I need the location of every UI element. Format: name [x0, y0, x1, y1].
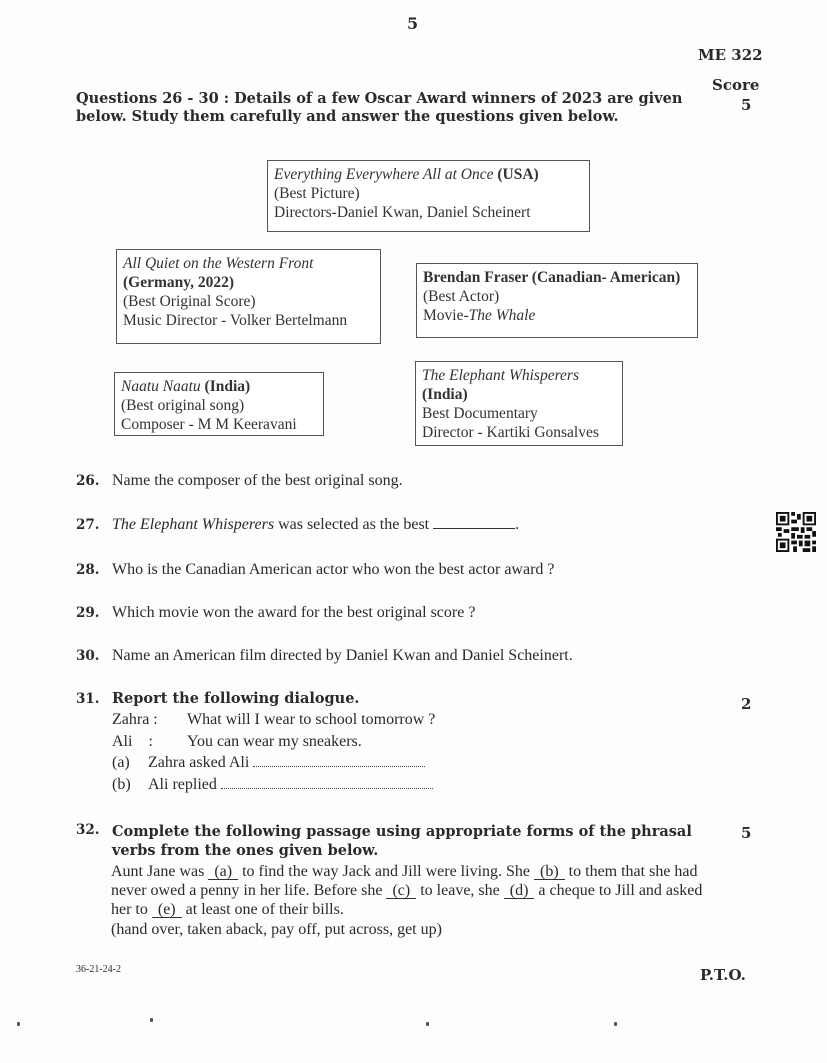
question-number: 26.: [76, 473, 100, 489]
phrasal-verb-options: (hand over, taken aback, pay off, put across, get up): [111, 921, 442, 938]
country: (India): [422, 386, 468, 403]
country: (USA): [497, 166, 539, 183]
part-text: Zahra asked Ali: [148, 754, 250, 771]
question-26: [76, 472, 403, 490]
movie-label: Movie-: [423, 307, 469, 324]
question-32-score: 5: [741, 824, 752, 842]
directors: Directors-Daniel Kwan, Daniel Scheinert: [274, 204, 531, 221]
question-text: was selected as the best: [274, 516, 434, 533]
score-column-label: Score: [712, 76, 760, 94]
question-32: [76, 822, 716, 860]
question-text: Name the composer of the best original song.: [112, 472, 403, 489]
movie-title: All Quiet on the Western Front: [123, 255, 314, 272]
question-31: [76, 690, 359, 708]
question-number: 29.: [76, 605, 100, 621]
scan-speck: [150, 1018, 153, 1022]
paper-code: ME 322: [698, 46, 763, 64]
question-text: Name an American film directed by Daniel Kwan and Daniel Scheinert.: [112, 647, 573, 664]
period: .: [515, 516, 520, 533]
question-30: [76, 647, 573, 665]
passage-text: to find the way Jack and Jill were living. She: [238, 863, 535, 880]
director: Director - Kartiki Gonsalves: [422, 424, 599, 441]
award-box-best-picture: [267, 160, 590, 232]
blank-d[interactable]: (d): [504, 884, 535, 899]
award-category: (Best Actor): [423, 288, 500, 305]
answer-blank[interactable]: [253, 754, 425, 767]
blank-a[interactable]: (a): [208, 865, 238, 880]
qr-code-icon: [776, 512, 816, 552]
blank-e[interactable]: (e): [152, 903, 182, 918]
section-instructions: Questions 26 - 30 : Details of a few Oscar Award winners of 2023 are given below. Study them carefully and answer the questions given below.: [76, 90, 683, 125]
question-title: Complete the following passage using appropriate forms of the phrasal verbs from the ones given below.: [112, 823, 692, 859]
question-29: [76, 604, 475, 622]
passage-text: Aunt Jane was: [111, 863, 209, 880]
question-number: 28.: [76, 562, 100, 578]
actor-name: Brendan Fraser (Canadian- American): [423, 269, 681, 286]
dialogue-line-ali: [112, 733, 362, 751]
music-director: Music Director - Volker Bertelmann: [123, 312, 348, 329]
dialogue-text: You can wear my sneakers.: [187, 733, 362, 750]
scan-speck: [17, 1022, 20, 1026]
scan-speck: [426, 1022, 429, 1026]
intro-score: 5: [741, 96, 752, 114]
page-number: 5: [407, 14, 419, 33]
movie-title: The Elephant Whisperers: [422, 367, 579, 384]
award-box-best-original-score: [116, 249, 381, 344]
question-27: [76, 516, 519, 534]
question-title: Report the following dialogue.: [112, 690, 360, 707]
passage-text: to leave, she: [416, 882, 504, 899]
passage-text: to them that she had never owed a penny in her life. Before she: [111, 863, 698, 899]
award-category: (Best original song): [121, 397, 245, 414]
country-year: (Germany, 2022): [123, 274, 235, 291]
blank-c[interactable]: (c): [386, 884, 416, 899]
question-text: Which movie won the award for the best original score ?: [112, 604, 476, 621]
speaker: Zahra :: [112, 711, 158, 728]
song-title: Naatu Naatu: [121, 378, 201, 395]
scan-speck: [614, 1022, 617, 1026]
question-number: 27.: [76, 517, 100, 533]
part-a: [112, 754, 425, 772]
movie-title: The Elephant Whisperers: [112, 516, 275, 533]
answer-blank[interactable]: [221, 776, 433, 789]
movie-title: The Whale: [468, 307, 536, 324]
passage-text: at least one of their bills.: [181, 901, 344, 918]
passage-text: a cheque to Jill and asked her to: [111, 882, 703, 918]
answer-blank[interactable]: [433, 516, 515, 529]
award-category: Best Documentary: [422, 405, 538, 422]
question-31-score: 2: [741, 695, 752, 713]
dialogue-line-zahra: [112, 711, 435, 729]
question-number: 32.: [76, 822, 100, 838]
passage: [111, 862, 716, 919]
please-turn-over: P.T.O.: [700, 966, 746, 984]
question-text: Who is the Canadian American actor who won the best actor award ?: [112, 561, 555, 578]
speaker: Ali :: [112, 733, 153, 750]
country: (India): [204, 378, 251, 395]
question-number: 31.: [76, 691, 100, 707]
award-category: (Best Picture): [274, 185, 360, 202]
award-box-best-documentary: [415, 361, 623, 446]
question-number: 30.: [76, 648, 100, 664]
blank-b[interactable]: (b): [534, 865, 565, 880]
part-label: (b): [112, 776, 131, 793]
award-box-best-actor: [416, 263, 698, 338]
part-text: Ali replied: [148, 776, 217, 793]
part-label: (a): [112, 754, 130, 771]
question-28: [76, 561, 555, 579]
part-b: [112, 776, 433, 794]
dialogue-text: What will I wear to school tomorrow ?: [187, 711, 436, 728]
footer-code: 36-21-24-2: [76, 964, 121, 975]
award-box-best-original-song: [114, 372, 324, 436]
movie-title: Everything Everywhere All at Once: [274, 166, 494, 183]
composer: Composer - M M Keeravani: [121, 416, 297, 433]
award-category: (Best Original Score): [123, 293, 256, 310]
